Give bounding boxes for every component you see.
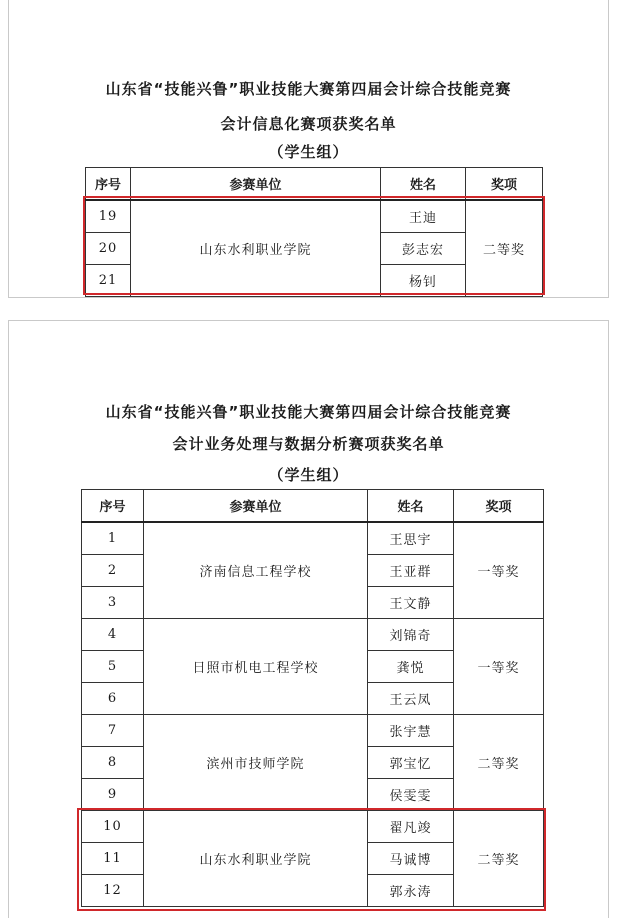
page-1-title-line-1: 山东省“技能兴鲁”职业技能大赛第四届会计综合技能竞赛 [105, 80, 512, 98]
header-name: 姓名 [368, 490, 454, 523]
serial-number-cell: 12 [82, 875, 144, 907]
table-row [82, 522, 544, 555]
unit-cell: 山东水利职业学院 [144, 811, 368, 907]
table-row [86, 200, 543, 233]
award-cell: 二等奖 [454, 715, 544, 811]
serial-number-cell: 3 [82, 587, 144, 619]
table-header-row [86, 168, 543, 201]
student-name-cell: 王迪 [381, 200, 466, 233]
header-name: 姓名 [381, 168, 466, 201]
table-row [82, 811, 544, 843]
page-2-award-table [81, 489, 544, 907]
student-name-cell: 郭永涛 [368, 875, 454, 907]
award-cell: 二等奖 [466, 200, 543, 297]
student-name-cell: 张宇慧 [368, 715, 454, 747]
header-award: 奖项 [466, 168, 543, 201]
document-page-2 [8, 320, 609, 918]
page-2-title-line-1: 山东省“技能兴鲁”职业技能大赛第四届会计综合技能竞赛 [105, 403, 512, 421]
unit-cell: 滨州市技师学院 [144, 715, 368, 811]
award-cell: 一等奖 [454, 619, 544, 715]
serial-number-cell: 7 [82, 715, 144, 747]
unit-cell: 日照市机电工程学校 [144, 619, 368, 715]
serial-number-cell: 6 [82, 683, 144, 715]
serial-number-cell: 9 [82, 779, 144, 811]
student-name-cell: 侯雯雯 [368, 779, 454, 811]
page-1-award-table [85, 167, 543, 297]
student-name-cell: 王亚群 [368, 555, 454, 587]
student-name-cell: 王思宇 [368, 522, 454, 555]
serial-number-cell: 5 [82, 651, 144, 683]
serial-number-cell: 21 [86, 265, 131, 297]
header-award: 奖项 [454, 490, 544, 523]
student-name-cell: 王云凤 [368, 683, 454, 715]
serial-number-cell: 8 [82, 747, 144, 779]
serial-number-cell: 2 [82, 555, 144, 587]
table-row [82, 619, 544, 651]
student-name-cell: 杨钊 [381, 265, 466, 297]
student-name-cell: 刘锦奇 [368, 619, 454, 651]
page-1-title-line-2: 会计信息化赛项获奖名单 [220, 115, 397, 133]
header-unit: 参赛单位 [144, 490, 368, 523]
student-name-cell: 彭志宏 [381, 233, 466, 265]
serial-number-cell: 19 [86, 200, 131, 233]
award-cell: 二等奖 [454, 811, 544, 907]
header-unit: 参赛单位 [131, 168, 381, 201]
student-name-cell: 马诚博 [368, 843, 454, 875]
serial-number-cell: 11 [82, 843, 144, 875]
page-1-title-line-3: （学生组） [268, 143, 349, 161]
header-serial-number: 序号 [86, 168, 131, 201]
serial-number-cell: 10 [82, 811, 144, 843]
table-row [82, 715, 544, 747]
document-page-1 [8, 0, 609, 298]
unit-cell: 济南信息工程学校 [144, 522, 368, 619]
serial-number-cell: 1 [82, 522, 144, 555]
serial-number-cell: 20 [86, 233, 131, 265]
header-serial-number: 序号 [82, 490, 144, 523]
unit-cell: 山东水利职业学院 [131, 200, 381, 297]
serial-number-cell: 4 [82, 619, 144, 651]
table-header-row [82, 490, 544, 523]
page-2-title-line-3: （学生组） [268, 466, 349, 484]
student-name-cell: 郭宝忆 [368, 747, 454, 779]
student-name-cell: 王文静 [368, 587, 454, 619]
award-cell: 一等奖 [454, 522, 544, 619]
student-name-cell: 龚悦 [368, 651, 454, 683]
student-name-cell: 翟凡竣 [368, 811, 454, 843]
page-2-title-line-2: 会计业务处理与数据分析赛项获奖名单 [172, 435, 445, 453]
